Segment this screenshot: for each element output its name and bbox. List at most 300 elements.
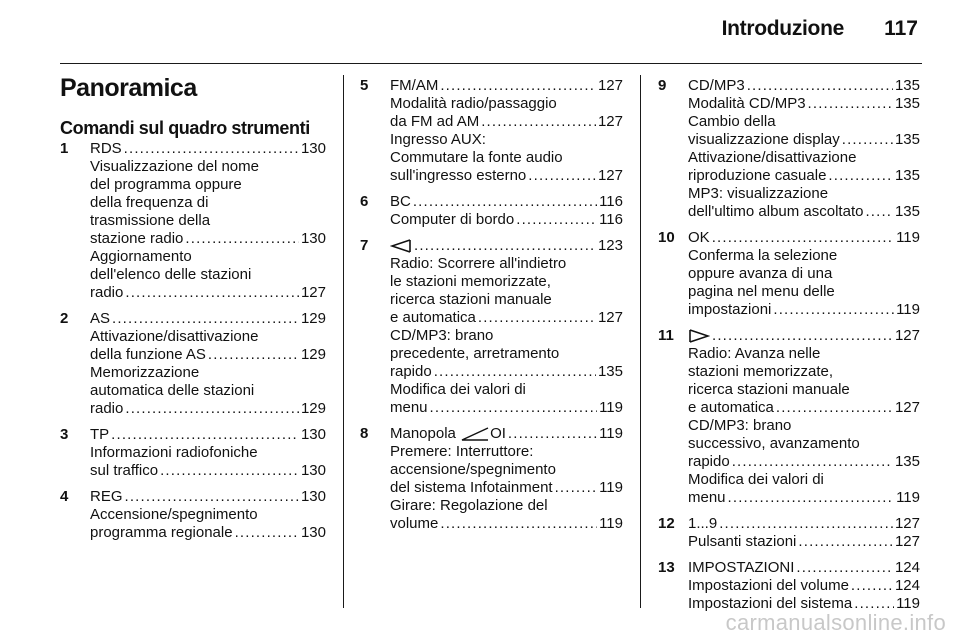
toc-line <box>688 533 920 551</box>
toc-line-text <box>390 363 432 381</box>
toc-column-2 <box>360 77 623 541</box>
line-label: Aggiornamento <box>90 248 192 265</box>
seek-forward-icon <box>688 329 710 343</box>
page-ref: 130 <box>300 524 326 541</box>
toc-line-text <box>688 301 771 319</box>
toc-line-text <box>390 291 552 309</box>
toc-column-3 <box>658 77 920 621</box>
toc-line <box>688 95 920 113</box>
toc-line-text <box>688 533 796 551</box>
dot-leader <box>125 488 299 506</box>
dot-leader <box>842 131 893 149</box>
toc-line-text <box>390 497 548 515</box>
line-label: ricerca stazioni manuale <box>688 381 850 398</box>
entry-number: 5 <box>360 77 369 94</box>
toc-line-text <box>688 149 856 167</box>
dot-leader <box>440 515 597 533</box>
page-ref: 127 <box>894 399 920 416</box>
dot-leader <box>851 577 893 595</box>
toc-line-text <box>390 345 559 363</box>
toc-line <box>390 345 623 363</box>
toc-line-text <box>390 167 526 185</box>
toc-column-1 <box>60 140 326 550</box>
line-label: Conferma la selezione <box>688 247 838 264</box>
page-ref: 127 <box>597 77 623 94</box>
toc-line <box>390 479 623 497</box>
column-divider-left <box>343 75 344 608</box>
dot-leader <box>808 95 893 113</box>
toc-line-text <box>688 95 806 113</box>
toc-line <box>688 363 920 381</box>
toc-entry <box>60 310 326 418</box>
dot-leader <box>712 327 893 345</box>
dot-leader <box>773 301 894 319</box>
toc-line-text <box>90 346 206 364</box>
toc-line <box>90 176 326 194</box>
toc-line-text <box>688 489 726 507</box>
toc-line-text <box>390 515 438 533</box>
line-label: radio <box>90 284 124 301</box>
toc-line <box>90 382 326 400</box>
line-label: Radio: Avanza nelle <box>688 345 821 362</box>
toc-line <box>390 255 623 273</box>
line-label: del sistema Infotainment <box>390 479 553 496</box>
line-label: volume <box>390 515 439 532</box>
page-ref: 135 <box>894 95 920 112</box>
header-page-number: 117 <box>884 17 918 40</box>
line-label: Radio: Scorrere all'indietro <box>390 255 567 272</box>
toc-line <box>90 328 326 346</box>
entry-number: 4 <box>60 488 69 505</box>
watermark: carmanualsonline.info <box>725 610 946 635</box>
toc-line <box>390 515 623 533</box>
entry-number: 7 <box>360 237 369 254</box>
toc-line <box>688 77 920 95</box>
toc-line-text <box>688 203 863 221</box>
toc-line-text <box>390 479 553 497</box>
line-label: Ingresso AUX: <box>390 131 486 148</box>
page-ref: 119 <box>896 229 920 246</box>
toc-line-text <box>90 444 258 462</box>
toc-line <box>390 77 623 95</box>
dot-leader <box>776 399 893 417</box>
line-label: Impostazioni del volume <box>688 577 849 594</box>
toc-line <box>90 140 326 158</box>
toc-line <box>688 265 920 283</box>
line-label: da FM ad AM <box>390 113 480 130</box>
toc-line <box>688 381 920 399</box>
toc-line-text <box>390 255 566 273</box>
line-label: trasmissione della <box>90 212 211 229</box>
dot-leader <box>798 533 893 551</box>
dot-leader <box>440 77 596 95</box>
entry-number: 3 <box>60 426 69 443</box>
page-ref: 119 <box>599 479 623 496</box>
line-label: Premere: Interruttore: <box>390 443 534 460</box>
toc-entry <box>60 488 326 542</box>
dot-leader <box>430 399 598 417</box>
toc-line <box>90 462 326 480</box>
line-label: automatica delle stazioni <box>90 382 255 399</box>
line-label: Commutare la fonte audio <box>390 149 563 166</box>
toc-line <box>688 327 920 345</box>
line-label: Informazioni radiofoniche <box>90 444 258 461</box>
toc-line-text <box>90 266 251 284</box>
toc-entry <box>360 425 623 533</box>
line-label: stazione radio <box>90 230 184 247</box>
line-label: RDS <box>90 140 122 157</box>
dot-leader <box>125 400 299 418</box>
toc-line <box>688 435 920 453</box>
page-header <box>60 14 922 64</box>
page-ref: 127 <box>894 327 920 344</box>
line-label: del programma oppure <box>90 176 242 193</box>
line-label: e automatica <box>390 309 476 326</box>
toc-line <box>390 273 623 291</box>
entry-number: 1 <box>60 140 69 157</box>
toc-line-text <box>390 443 533 461</box>
line-label: CD/MP3 <box>688 77 745 94</box>
toc-line <box>688 283 920 301</box>
toc-line <box>390 167 623 185</box>
line-label: BC <box>390 193 411 210</box>
line-label: rapido <box>688 453 730 470</box>
toc-entry <box>658 77 920 221</box>
line-label: successivo, avanzamento <box>688 435 860 452</box>
toc-line <box>90 524 326 542</box>
toc-line <box>90 194 326 212</box>
toc-line-text <box>688 265 832 283</box>
page-ref: 129 <box>300 310 326 327</box>
dot-leader <box>481 113 596 131</box>
toc-line-text <box>390 149 563 167</box>
dot-leader <box>828 167 893 185</box>
toc-entry <box>360 77 623 185</box>
dot-leader <box>160 462 299 480</box>
toc-line-text <box>90 158 259 176</box>
line-label: programma regionale <box>90 524 233 541</box>
line-label: Attivazione/disattivazione <box>688 149 857 166</box>
page-ref: 129 <box>300 400 326 417</box>
line-label: stazioni memorizzate, <box>688 363 834 380</box>
toc-line <box>390 425 623 443</box>
toc-line-text <box>90 524 233 542</box>
dot-leader <box>111 426 299 444</box>
toc-line-text <box>688 381 850 399</box>
page-ref: 127 <box>597 309 623 326</box>
line-label: sul traffico <box>90 462 159 479</box>
toc-line <box>390 291 623 309</box>
toc-line-text <box>688 471 824 489</box>
line-label: Manopola <box>390 425 456 442</box>
line-label: Accensione/spegnimento <box>90 506 258 523</box>
toc-line <box>688 203 920 221</box>
toc-line-text <box>688 399 774 417</box>
toc-line <box>90 284 326 302</box>
toc-line <box>90 230 326 248</box>
line-label: e automatica <box>688 399 774 416</box>
toc-line-text <box>90 212 210 230</box>
line-label: menu <box>688 489 726 506</box>
section-title: Panoramica <box>60 74 197 102</box>
line-label: IMPOSTAZIONI <box>688 559 795 576</box>
section-subtitle: Comandi sul quadro strumenti <box>60 118 310 138</box>
dot-leader <box>478 309 596 327</box>
line-label: Memorizzazione <box>90 364 200 381</box>
page-ref: 127 <box>300 284 326 301</box>
toc-line-text <box>390 211 514 229</box>
toc-line-text <box>390 131 486 149</box>
line-label: Attivazione/disattivazione <box>90 328 259 345</box>
dot-leader <box>508 425 597 443</box>
page-ref: 119 <box>896 301 920 318</box>
line-label: Pulsanti stazioni <box>688 533 797 550</box>
toc-line <box>688 113 920 131</box>
toc-line-text <box>688 515 717 533</box>
toc-line-text <box>688 229 710 247</box>
line-label: della frequenza di <box>90 194 209 211</box>
line-label: Modalità CD/MP3 <box>688 95 806 112</box>
toc-line <box>688 167 920 185</box>
line-label: 1...9 <box>688 515 718 532</box>
toc-line-text <box>688 131 840 149</box>
dot-leader <box>124 140 299 158</box>
toc-line-text <box>688 577 849 595</box>
toc-line <box>90 158 326 176</box>
line-label: Impostazioni del sistema <box>688 595 853 612</box>
page-ref: 119 <box>896 595 920 612</box>
line-label-suffix: OI <box>490 425 506 442</box>
entry-number: 2 <box>60 310 69 327</box>
line-label: Visualizzazione del nome <box>90 158 259 175</box>
line-label: Modalità radio/passaggio <box>390 95 557 112</box>
line-label: CD/MP3: brano <box>688 417 792 434</box>
line-label: accensione/spegnimento <box>390 461 556 478</box>
page-ref: 135 <box>894 131 920 148</box>
toc-entry <box>360 193 623 229</box>
toc-line <box>390 149 623 167</box>
toc-line-text <box>90 364 199 382</box>
toc-line-text <box>390 77 438 95</box>
dot-leader <box>414 237 596 255</box>
page-ref: 119 <box>599 515 623 532</box>
toc-line-text <box>90 248 192 266</box>
toc-line <box>688 559 920 577</box>
line-label: sull'ingresso esterno <box>390 167 527 184</box>
line-label: precedente, arretramento <box>390 345 560 362</box>
page-ref: 130 <box>300 426 326 443</box>
toc-line-text <box>90 140 122 158</box>
toc-line-text <box>688 327 710 345</box>
page-ref: 135 <box>597 363 623 380</box>
toc-line-text <box>390 113 479 131</box>
toc-line-text <box>90 426 109 444</box>
dot-leader <box>732 453 893 471</box>
toc-line-text <box>90 506 258 524</box>
toc-line-text <box>390 273 551 291</box>
page-ref: 116 <box>599 193 623 210</box>
toc-entry <box>60 140 326 302</box>
toc-entry <box>658 515 920 551</box>
toc-line <box>90 346 326 364</box>
toc-line <box>688 417 920 435</box>
line-label: AS <box>90 310 111 327</box>
line-label: MP3: visualizzazione <box>688 185 829 202</box>
toc-line-text <box>90 488 123 506</box>
line-label: Cambio della <box>688 113 776 130</box>
toc-line <box>90 266 326 284</box>
toc-line-text <box>688 185 828 203</box>
toc-line-text <box>90 400 123 418</box>
toc-line <box>390 95 623 113</box>
line-label: OK <box>688 229 710 246</box>
entry-number: 8 <box>360 425 369 442</box>
dot-leader <box>235 524 299 542</box>
toc-line <box>390 309 623 327</box>
toc-line <box>390 443 623 461</box>
toc-line <box>390 497 623 515</box>
toc-line <box>688 149 920 167</box>
toc-line-text <box>390 461 556 479</box>
dot-leader <box>125 284 299 302</box>
line-label: rapido <box>390 363 432 380</box>
entry-number: 12 <box>658 515 675 532</box>
toc-line-text <box>390 327 493 345</box>
toc-line-text <box>90 176 242 194</box>
page-ref: 127 <box>597 113 623 130</box>
toc-line-text <box>688 113 776 131</box>
dot-leader <box>434 363 596 381</box>
toc-line-text <box>688 453 730 471</box>
dot-leader <box>208 346 299 364</box>
toc-line <box>390 461 623 479</box>
toc-line <box>390 113 623 131</box>
dot-leader <box>712 229 894 247</box>
toc-line <box>688 345 920 363</box>
line-label: dell'elenco delle stazioni <box>90 266 252 283</box>
volume-knob-icon <box>460 427 490 441</box>
page-ref: 130 <box>300 488 326 505</box>
toc-line <box>688 399 920 417</box>
toc-line-text <box>688 435 860 453</box>
page-ref: 135 <box>894 453 920 470</box>
toc-line-text <box>90 194 208 212</box>
seek-back-icon <box>390 239 412 253</box>
toc-line-text <box>90 284 123 302</box>
toc-line <box>390 363 623 381</box>
line-label: impostazioni <box>688 301 772 318</box>
column-divider-right <box>640 75 641 608</box>
toc-line-text <box>90 328 258 346</box>
toc-line <box>90 426 326 444</box>
line-label: REG <box>90 488 123 505</box>
line-label: pagina nel menu delle <box>688 283 835 300</box>
dot-leader <box>796 559 893 577</box>
toc-line <box>90 212 326 230</box>
line-label: visualizzazione display <box>688 131 840 148</box>
toc-line <box>688 247 920 265</box>
toc-entry <box>658 327 920 507</box>
toc-line-text <box>688 167 826 185</box>
page-ref: 124 <box>894 577 920 594</box>
toc-entry <box>658 229 920 319</box>
toc-line <box>390 211 623 229</box>
toc-line-text <box>688 417 791 435</box>
toc-line-text <box>90 462 158 480</box>
toc-line-text <box>688 363 833 381</box>
line-label: le stazioni memorizzate, <box>390 273 551 290</box>
toc-line-text <box>90 310 110 328</box>
line-label: dell'ultimo album ascoltato <box>688 203 864 220</box>
line-label: Computer di bordo <box>390 211 515 228</box>
entry-number: 10 <box>658 229 675 246</box>
page-ref: 127 <box>597 167 623 184</box>
entry-number: 9 <box>658 77 667 94</box>
dot-leader <box>516 211 597 229</box>
toc-line-text <box>688 345 820 363</box>
page-ref: 130 <box>300 230 326 247</box>
line-label: CD/MP3: brano <box>390 327 494 344</box>
toc-line-text <box>688 77 745 95</box>
line-label: Modifica dei valori di <box>688 471 824 488</box>
toc-line <box>90 444 326 462</box>
toc-line-text <box>688 283 835 301</box>
dot-leader <box>413 193 597 211</box>
toc-line <box>688 185 920 203</box>
line-label: radio <box>90 400 124 417</box>
toc-line-text <box>390 193 411 211</box>
toc-line <box>688 229 920 247</box>
page-ref: 127 <box>894 533 920 550</box>
toc-line <box>688 301 920 319</box>
toc-line-text <box>390 95 557 113</box>
line-label: riproduzione casuale <box>688 167 827 184</box>
dot-leader <box>185 230 299 248</box>
toc-line <box>390 327 623 345</box>
page-ref: 135 <box>894 167 920 184</box>
toc-line-text <box>390 399 428 417</box>
page-ref: 116 <box>599 211 623 228</box>
toc-line <box>90 488 326 506</box>
toc-line <box>688 471 920 489</box>
page-ref: 124 <box>894 559 920 576</box>
page-ref: 130 <box>300 140 326 157</box>
line-label: FM/AM <box>390 77 439 94</box>
toc-line <box>90 364 326 382</box>
header-title: Introduzione <box>721 17 844 40</box>
toc-line-text <box>90 230 183 248</box>
toc-line <box>688 515 920 533</box>
toc-line <box>390 237 623 255</box>
toc-line <box>90 248 326 266</box>
line-label: oppure avanza di una <box>688 265 833 282</box>
toc-line-text <box>390 425 506 443</box>
toc-line-text <box>390 309 476 327</box>
toc-line-text <box>688 559 794 577</box>
page-ref: 135 <box>894 203 920 220</box>
dot-leader <box>747 77 893 95</box>
line-label: Modifica dei valori di <box>390 381 526 398</box>
line-label: menu <box>390 399 428 416</box>
toc-line <box>90 310 326 328</box>
toc-line <box>390 381 623 399</box>
toc-line <box>390 193 623 211</box>
page-ref: 119 <box>599 425 623 442</box>
toc-line <box>90 400 326 418</box>
line-label: della funzione AS <box>90 346 206 363</box>
page-ref: 127 <box>894 515 920 532</box>
line-label: ricerca stazioni manuale <box>390 291 552 308</box>
